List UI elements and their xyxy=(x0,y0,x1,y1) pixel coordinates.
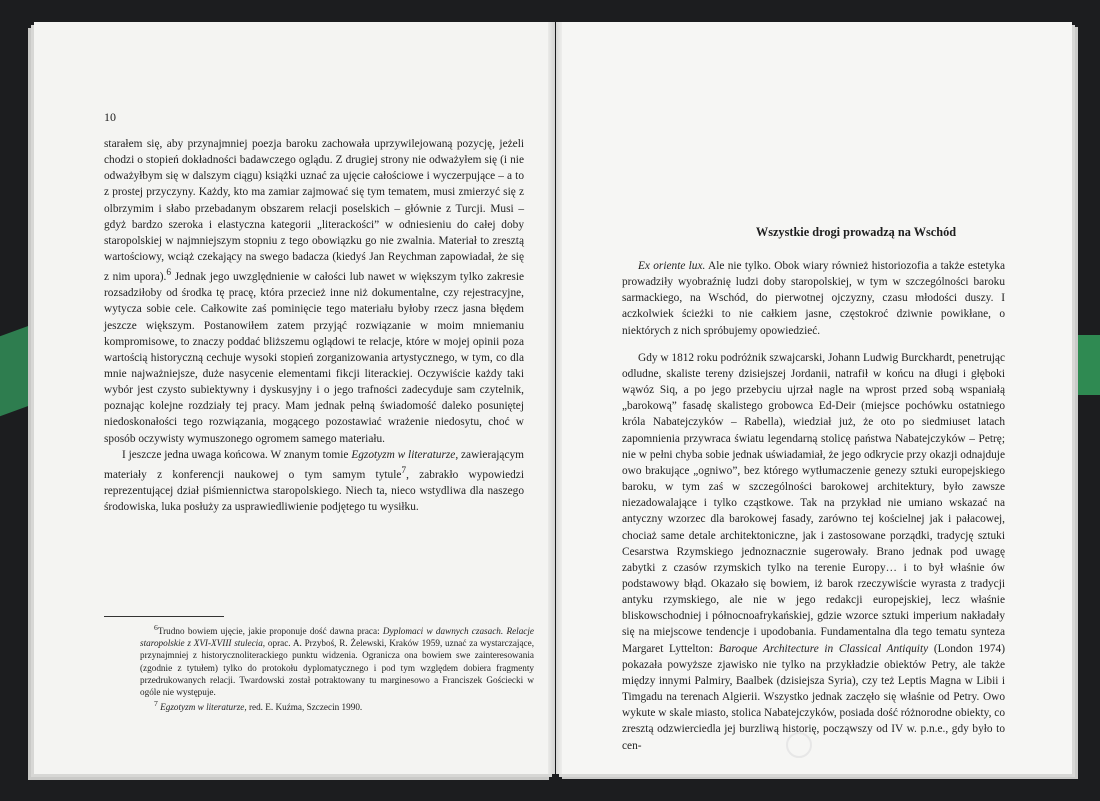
book-title-lyttelton: Baroque Architecture in Classical Antiquity xyxy=(718,642,929,655)
paragraph-burckhardt: Gdy w 1812 roku podróżnik szwajcarski, Johann Ludwig Burckhardt, penetrując odludne, skaliste tereny dzisiejszej Jordanii, natrafił w końcu na długi i głęboki wąwóz Siq, a po jego przebyciu ujrzał nagle na wprost przed sobą wspaniałą „barokową” fasadę skalistego grobowca Ed-Deir (miejsce pochówku ostatniego króla Nabatejczyków – Rabella), wiedział już, że oto po siedmiuset latach zapomnienia przywraca światu legendarną stolicę państwa Nabatejczyków – Petrę; nie w pełni chyba sobie jednak uświadamiał, że jego odkrycie przy okazji odnajduje owo brakujące „ogniwo”, bez którego wytłumaczenie genezy sztuki europejskiego baroku, w tym zaś w szczególności barokowej architektury, było zawsze niezadowalające i tylko cząstkowe. Tak na przykład nie umiano wskazać na antyczny wzorzec dla barokowej fasady, zarówno tej kościelnej jak i pałacowej, chociaż same detale architektoniczne, jak i zastosowane porządki, tradycję sztuki Cesarstwa Rzymskiego jednoznacznie sugerowały. Brano jednak pod uwagę zabytki z czasów rzymskich tylko na terenie Europy… i to był właśnie ów podstawowy błąd. Okazało się bowiem, iż barok rzeczywiście wyrasta z tradycji antyku rzymskiego, ale nie w jego redakcji europejskiej, lecz właśnie bliskowschodniej i północnoafrykańskiej, gdzie wzorce sztuki imperium nakładały się na miejscowe tendencje i upodobania. Fundamentalna dla tego tematu synteza Margaret Lyttelton: Baroque Architecture in Classical Antiquity (London 1974) pokazała powyższe zjawisko nie tylko na przykładzie obiektów Petry, ale także między innymi Palmiry, Baalbek (dzisiejsza Syria), czy też Leptis Magna w Libii i Timgadu na terenach Algierii. Wszystko jednak zaczęło się właśnie od Petry. Owo wykute w skale miasto, stolica Nabatejczyków, posiada dość różnorodne obiekty, co zresztą odzwierciedla jej burzliwą historię, począwszy od IV w. p.n.e., gdy było to cen- xyxy=(622,351,1006,752)
left-page xyxy=(34,22,555,774)
epigraph: Ex oriente lux. xyxy=(638,260,706,272)
footnote-ref-6[interactable]: 6 xyxy=(166,268,172,279)
background-green-strip-right xyxy=(1076,335,1100,395)
chapter-heading: Wszystkie drogi prowadzą na Wschód xyxy=(755,225,957,239)
faint-stamp-mark xyxy=(786,732,812,758)
background-green-strip xyxy=(0,324,34,416)
paragraph-1: starałem się, aby przynajmniej poezja baroku zachowała uprzywilejowaną pozycję, jeżeli chodzi o stopień dokładności badawczego oglądu. Z drugiej strony nie odważyłem się (i nie odważyłbym się w dalszym ciągu) książki uznać za ujęcie całościowe i wyczerpujące – a to z prostej przyczyny. Każdy, kto ma zamiar zajmować się tym tematem, musi zmierzyć się z olbrzymim i słabo przebadanym obszarem relacji poselskich – głównie z Turcji. Musi – gdyż bardzo szeroka i elastyczna kategorii „literackości” w odniesieniu do całej doby staropolskiej w najmniejszym stopniu z tego obowiązku go nie zwalnia. Materiał to zresztą wartościowy, wciąż czekający na swego badacza (kiedyś Jan Reychman zapowiadał, że się z nim upora).$^6$ Jednak jego uwzględnienie w całości lub nawet w większym tylko zakresie rozsadziłoby od środka tę pracę, która przecież inne niż dokumentalne, czy rejestracyjne, wytycza sobie cele. Całkowite zaś pominięcie tego materiału byłoby rzecz jasna błędem jeszcze większym. Postanowiłem zatem przyjąć rozwiązanie w moim mniemaniu kompromisowe, to znaczy poddać bliższemu oglądowi te relacje, które w mojej opinii poza wartością historyczną cechuje wysoki stopień zorganizowania artystycznego, w tym, co dla mnie najważniejsze, duże nasycenie elementami fikcji literackiej. Oczywiście każdy taki wybór jest czysto subiektywny i dyskusyjny i o jego trafności zadecyduje sam czytelnik, poznając kolejne rozdziały tej pracy. Mam jednak pełną świadomość daleko posuniętej niedoskonałości tego rozwiązania, mogącego pozostawiać wrażenie niedosytu, choć w sposób oczywisty wymuszonego ogromem samego materiału. xyxy=(104,138,525,445)
book-spine xyxy=(548,22,562,774)
footnotes xyxy=(140,622,534,714)
right-page xyxy=(556,22,1072,774)
footnote-6: $^6$Trudno bowiem ujęcie, jakie proponuje dość dawna praca: Dyplomaci w dawnych czasach. Relacje staropolskie z XVI-XVIII stulecia, oprac. A. Przyboś, R. Żelewski, Kraków 1959, uznać za wystarczające, przynajmniej z historycznoliterackiego punktu widzenia. Ogranicza ona bowiem swe zainteresowania (zgodnie z tytułem) tylko do protokołu dyplomatycznego i pod tym względem dobiera fragmenty przedrukowanych relacji. Twardowski został potraktowany tu marginesowo a Franciszek Gościecki w ogóle nie występuje. xyxy=(140,623,535,698)
footnote-divider xyxy=(104,616,224,617)
book-title: Egzotyzm w literaturze, xyxy=(351,448,459,461)
page-number: 10 xyxy=(104,110,116,124)
footnote-ref-7[interactable]: 7 xyxy=(401,465,407,476)
footnote-7: $^7$ Egzotyzm w literaturze, red. E. Kuźma, Szczecin 1990. xyxy=(154,699,363,713)
right-body-text xyxy=(622,258,1005,754)
paragraph-epigraph: Ex oriente lux. Ale nie tylko. Obok wiary również historiozofia a także estetyka prowadziły wyobraźnię ludzi doby staropolskiej, w tym w szczególności baroku sarmackiego, na Wschód, do pierwotnej ojczyzny, czasu młodości duszy. I aczkolwiek ścieżki to nie całkiem jasne, częstokroć dziwnie powikłane, o niektórych z nich spróbujemy opowiedzieć. xyxy=(622,260,1005,337)
left-body-text xyxy=(104,136,524,515)
paragraph-2: I jeszcze jedna uwaga końcowa. W znanym tomie Egzotyzm w literaturze, zawierającym materiały z konferencji naukowej o tym samym tytule$^7$, zabrakło wypowiedzi reprezentującej dział piśmiennictwa staropolskiego. Niech ta, nieco wstydliwa dla naszego środowiska, luka posłuży za usprawiedliwienie podjętego tu wysiłku. xyxy=(104,448,524,513)
